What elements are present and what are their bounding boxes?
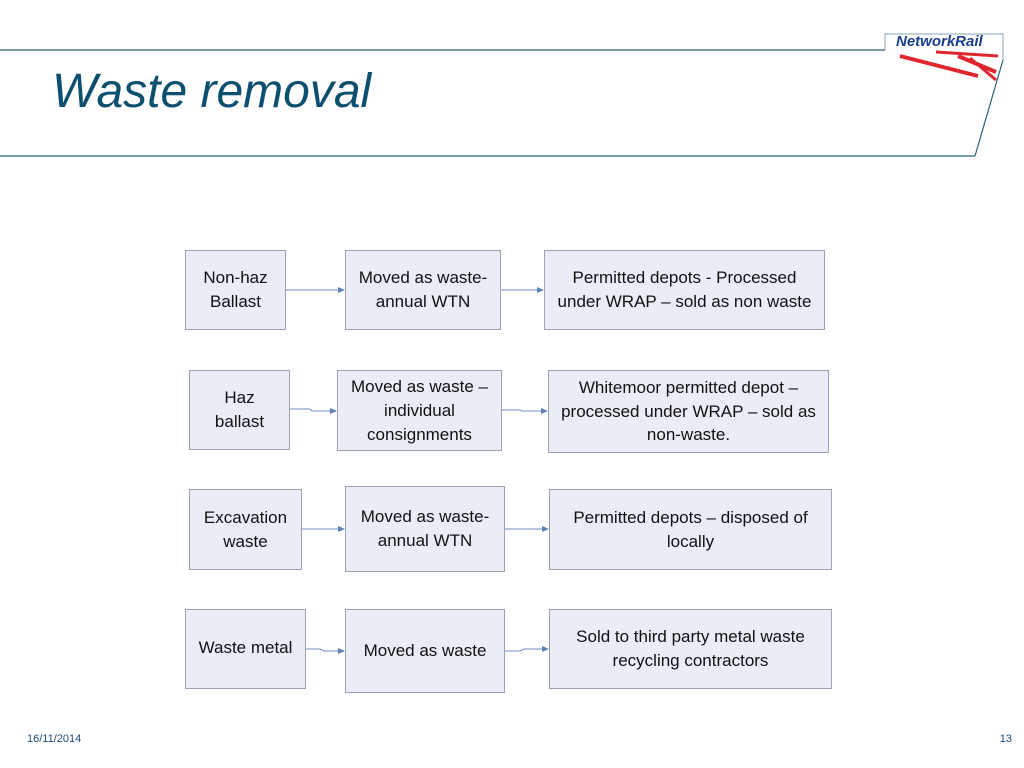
source-box-waste-metal: Waste metal: [185, 609, 306, 689]
source-box-haz-ballast: Haz ballast: [189, 370, 290, 450]
destination-box-disposed-locally: Permitted depots – disposed of locally: [549, 489, 832, 570]
slide-title: Waste removal: [52, 65, 372, 118]
transport-box-moved-as-waste: Moved as waste: [345, 609, 505, 693]
transport-box-individual-consignments: Moved as waste – individual consignments: [337, 370, 502, 451]
footer-date: 16/11/2014: [27, 733, 82, 745]
connectors: [286, 287, 549, 654]
destination-box-third-party-metal: Sold to third party metal waste recycling contractors: [549, 609, 832, 689]
transport-box-annual-wtn: Moved as waste- annual WTN: [345, 250, 501, 330]
destination-box-whitemoor-depot: Whitemoor permitted depot – processed under WRAP – sold as non-waste.: [548, 370, 829, 453]
brand-logo-text: NetworkRail: [896, 33, 983, 50]
page-number: 13: [999, 733, 1012, 745]
transport-box-annual-wtn-2: Moved as waste- annual WTN: [345, 486, 505, 572]
source-box-excavation-waste: Excavation waste: [189, 489, 302, 570]
source-box-nonhaz-ballast: Non-haz Ballast: [185, 250, 286, 330]
destination-box-permitted-depots-processed: Permitted depots - Processed under WRAP – sold as non waste: [544, 250, 825, 330]
